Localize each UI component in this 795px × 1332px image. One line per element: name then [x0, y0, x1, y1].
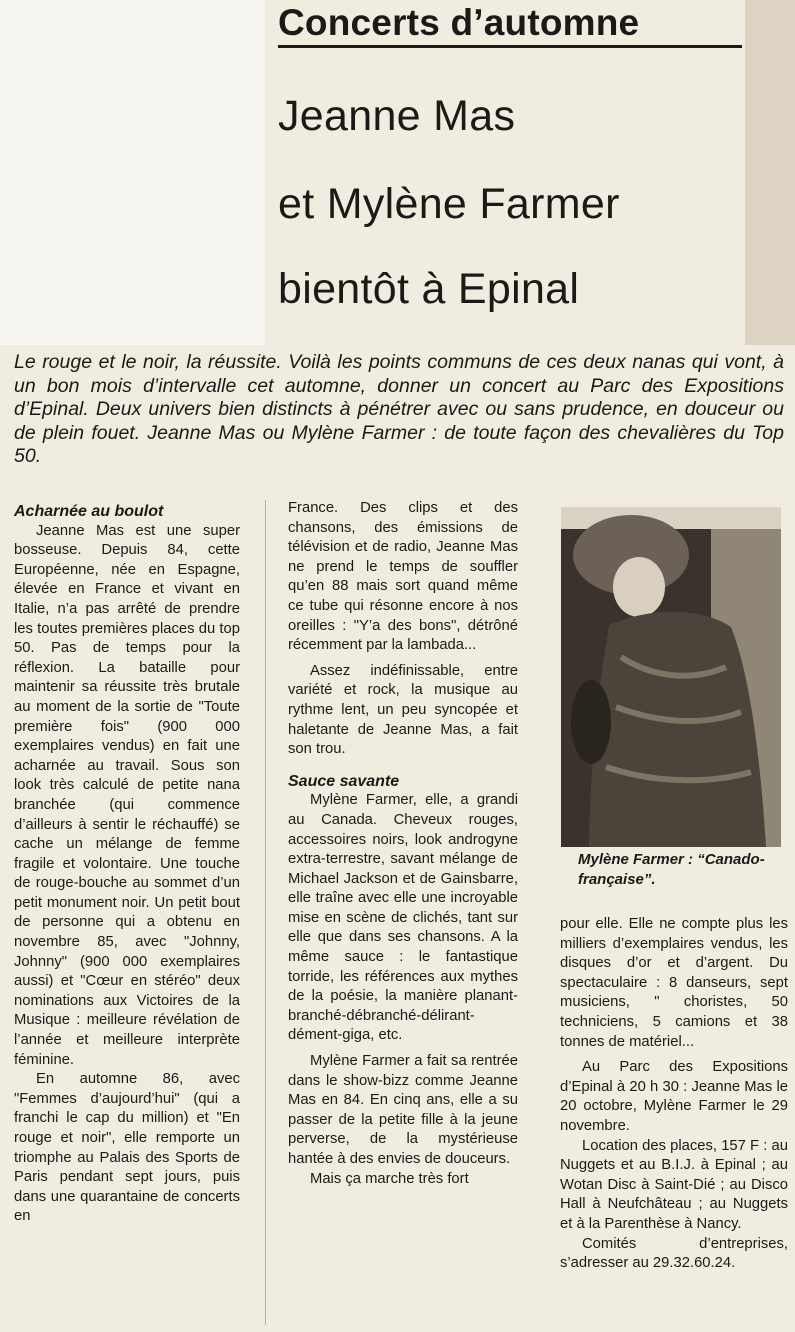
column-3-paragraph-1: pour elle. Elle ne compte plus les milliers d’exemplaires vendus, les disques d’or et d’argent. Du spectaculaire : 8 danseurs, sept musiciens, " choristes, 50 techniciens, 5 camions et 38 tonnes de matériel... [560, 916, 788, 1050]
column-2-paragraph-3: Mylène Farmer, elle, a grandi au Canada. Cheveux rouges, accessoires noirs, look androgyne extra-terrestre, savant mélange de Michael Jackson et de Gainsbarre, elle traîne avec elle une incroyable mise en scène de clichés, tant sur elle que dans ses chansons. A la même sauce : le fantastique torride, les références aux mythes de la poésie, la manière planant-branché-débranché-délirant-dément-giga, etc. [288, 792, 518, 1044]
column-3-paragraph-2: Au Parc des Expositions d’Epinal à 20 h 30 : Jeanne Mas le 20 octobre, Mylène Farmer le 29 novembre. [560, 1059, 788, 1134]
column-1-paragraph-1: Jeanne Mas est une super bosseuse. Depuis 84, cette Européenne, née en Espagne, élevée en France et vivant en Italie, n’a pas arrêté de prendre les toutes premières places du top 50. Pas de temps pour la réflexion. La bataille pour maintenir sa réussite très brutale au moment de la sortie de "Toute première fois" (900 000 exemplaires vendus) en fait une acharnée au travail. Sous son look très calculé de petite nana branchée (qui commence d’ailleurs à sentir le réchauffé) se cache un mélange de femme fragile et volontaire. Une touche de rouge-bouche au sommet d’un petit monument noir. Un petit bout de personne qui a obtenu en novembre 85, avec "Johnny, Johnny" (900 000 exemplaires aussi) et "Cœur en stéréo" deux nominations aux Victoires de la Musique : meilleure révélation de l’année et meilleure interprète féminine. [14, 522, 240, 1068]
section-rule [278, 45, 742, 48]
column-2-paragraph-5: Mais ça marche très fort [310, 1170, 469, 1187]
photo-caption: Mylène Farmer : “Canado-française”. [578, 851, 765, 888]
blank-margin [0, 0, 265, 345]
column-3-paragraph-3: Location des places, 157 F : au Nuggets et au B.I.J. à Epinal ; au Wotan Disc à Saint-Dié ; au Disco Hall à Neufchâteau ; au Nuggets et à la Parenthèse à Nancy. [560, 1137, 788, 1232]
photo-mylene-farmer [561, 507, 781, 847]
column-3-paragraph-4: Comités d’entreprises, s’adresser au 29.32.60.24. [560, 1235, 788, 1272]
section-heading: Concerts d’automne [278, 2, 640, 43]
portrait-illustration [561, 507, 781, 847]
column-2-paragraph-2: Assez indéfinissable, entre variété et rock, la musique au rythme lent, un peu syncopée et haletante de Jeanne Mas, a fait son trou. [288, 662, 518, 758]
column-2 [288, 499, 518, 1189]
headline-line-2: et Mylène Farmer [278, 180, 620, 228]
subhead-acharnee: Acharnée au boulot [14, 503, 164, 520]
headline-line-3: bientôt à Epinal [278, 265, 580, 313]
lede-paragraph: Le rouge et le noir, la réussite. Voilà les points communs de ces deux nanas qui vont, à un bon mois d’intervalle cet automne, donner un concert au Parc des Expositions d’Epinal. Deux univers bien distincts à pénétrer avec ou sans prudence, en douceur ou de plein fouet. Jeanne Mas ou Mylène Farmer : de toute façon des chevalières du Top 50. [14, 351, 784, 467]
column-1 [14, 502, 240, 1227]
column-2-paragraph-1: France. Des clips et des chansons, des émissions de télévision et de radio, Jeanne Mas ne prend le temps de souffler qu’en 88 mais sort quand même ce tube qui résonne encore à nos oreilles : "Y’a des bons", détrôné récemment par la lambada... [288, 500, 518, 654]
headline-line-1: Jeanne Mas [278, 92, 516, 140]
show-through-margin [745, 0, 795, 345]
column-1-paragraph-2: En automne 86, avec "Femmes d’aujourd’hui" (qui a franchi le cap du million) et "En rouge et noir", elle remporte un triomphe au Palais des Sports de Paris pendant sept jours, puis dans une quarantaine de concerts en [14, 1071, 240, 1225]
column-divider [265, 500, 266, 1325]
column-3 [560, 915, 788, 1274]
subhead-sauce: Sauce savante [288, 772, 400, 790]
column-2-paragraph-4: Mylène Farmer a fait sa rentrée dans le show-bizz comme Jeanne Mas en 84. En cinq ans, elle a su passer de la petite fille à la jeune perverse, de la mystérieuse hantée à des envies de douceurs. [288, 1053, 518, 1167]
